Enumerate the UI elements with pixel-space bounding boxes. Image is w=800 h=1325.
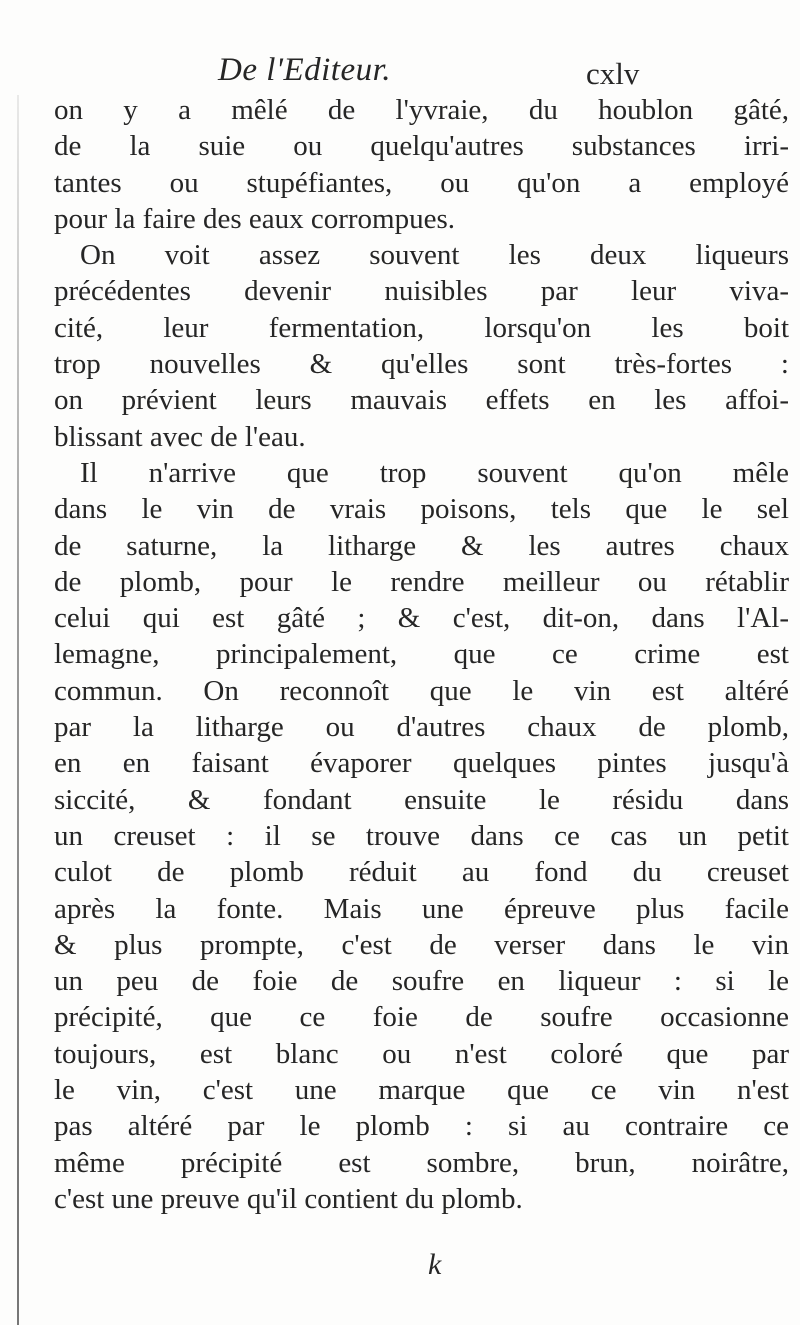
- text-line: de plomb, pour le rendre meilleur ou rétablir: [54, 565, 789, 598]
- text-line: commun. On reconnoît que le vin est altéré: [54, 674, 789, 707]
- running-title: De l'Editeur.: [218, 52, 392, 88]
- text-line: on prévient leurs mauvais effets en les affoi-: [54, 384, 789, 417]
- page-number: cxlv: [586, 56, 640, 91]
- text-line: précipité, que ce foie de soufre occasionne: [54, 1001, 789, 1034]
- text-line: dans le vin de vrais poisons, tels que le sel: [54, 493, 789, 526]
- text-line: blissant avec de l'eau.: [54, 420, 306, 453]
- text-line: après la fonte. Mais une épreuve plus facile: [54, 892, 789, 925]
- text-line: tantes ou stupéfiantes, ou qu'on a employé: [54, 166, 789, 199]
- signature-mark: k: [428, 1248, 442, 1281]
- text-line: un creuset : il se trouve dans ce cas un petit: [54, 819, 789, 852]
- text-line: de saturne, la litharge & les autres chaux: [54, 529, 789, 562]
- text-line: siccité, & fondant ensuite le résidu dans: [54, 783, 789, 816]
- text-line: trop nouvelles & qu'elles sont très-fortes :: [54, 348, 789, 381]
- binding-gutter-shadow: [17, 95, 19, 1325]
- text-line: On voit assez souvent les deux liqueurs: [80, 239, 789, 272]
- body-text: [54, 92, 789, 1217]
- text-line: en en faisant évaporer quelques pintes jusqu'à: [54, 747, 789, 780]
- text-line: précédentes devenir nuisibles par leur viva-: [54, 275, 789, 308]
- text-line: toujours, est blanc ou n'est coloré que par: [54, 1037, 789, 1070]
- text-line: de la suie ou quelqu'autres substances irri-: [54, 130, 789, 163]
- text-line: par la litharge ou d'autres chaux de plomb,: [54, 711, 789, 744]
- text-line: lemagne, principalement, que ce crime est: [54, 638, 789, 671]
- text-line: cité, leur fermentation, lorsqu'on les boit: [54, 311, 789, 344]
- text-line: Il n'arrive que trop souvent qu'on mêle: [80, 456, 789, 489]
- text-line: & plus prompte, c'est de verser dans le vin: [54, 928, 789, 961]
- text-line: un peu de foie de soufre en liqueur : si le: [54, 965, 789, 998]
- text-line: on y a mêlé de l'yvraie, du houblon gâté,: [54, 94, 789, 126]
- text-line: le vin, c'est une marque que ce vin n'est: [54, 1074, 789, 1107]
- text-line: même précipité est sombre, brun, noirâtre,: [54, 1146, 789, 1179]
- text-line: pour la faire des eaux corrompues.: [54, 202, 456, 235]
- text-line: pas altéré par le plomb : si au contraire ce: [54, 1110, 789, 1143]
- text-line: culot de plomb réduit au fond du creuset: [54, 856, 789, 889]
- text-line: c'est une preuve qu'il contient du plomb.: [54, 1182, 523, 1215]
- page-header: [0, 52, 800, 92]
- text-line: celui qui est gâté ; & c'est, dit-on, dans l'Al-: [54, 602, 789, 635]
